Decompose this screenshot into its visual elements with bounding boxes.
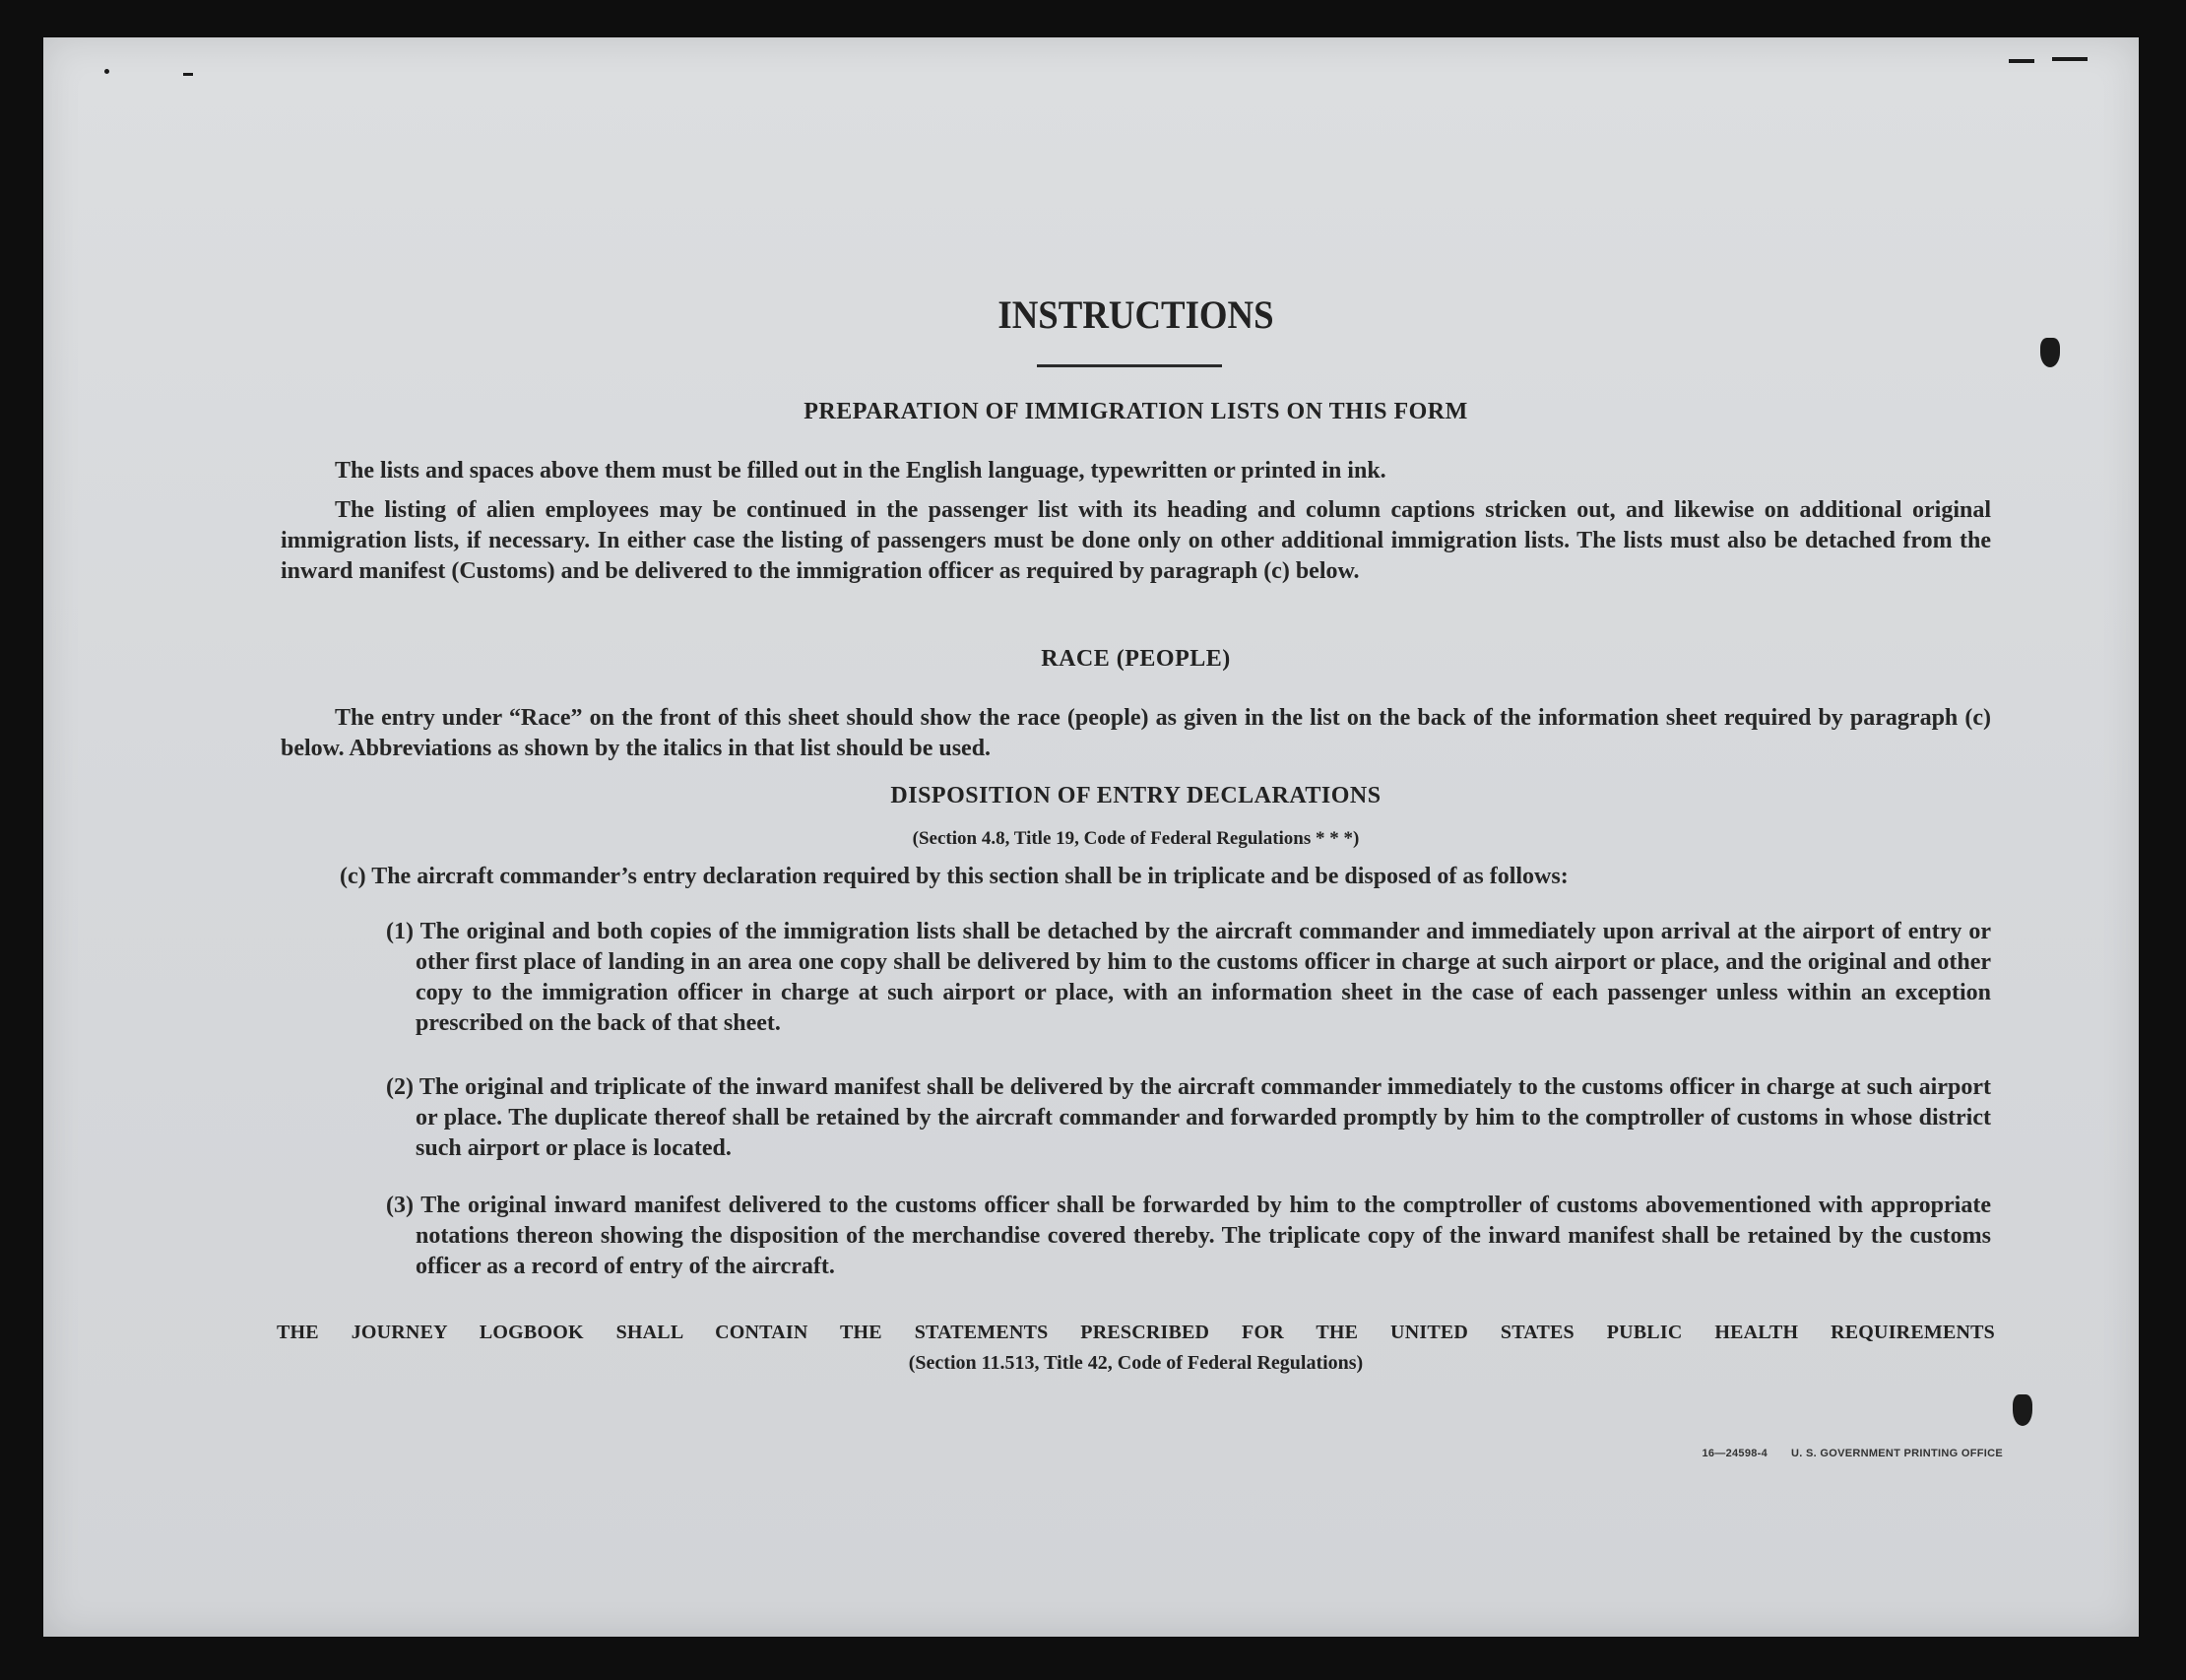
item-text: The original inward manifest delivered to the customs officer shall be forwarded by him to the comptroller of customs abovementioned with appropriate notations thereon showing the disposition of the merchandise covered thereby. The triplicate copy of the inward manifest shall be retained by the customs officer as a record of entry of the aircraft. bbox=[416, 1193, 1991, 1279]
item-number: (3) bbox=[386, 1193, 414, 1218]
race-paragraph: The entry under “Race” on the front of this sheet should show the race (people) as given in the list on the back of the information sheet required by paragraph (c) below. Abbreviations as shown by the italics in that list should be used. bbox=[281, 705, 1991, 761]
item-text: The original and both copies of the immigration lists shall be detached by the aircraft commander and immediately upon arrival at the airport of entry or other first place of landing in an area one copy shall be delivered by him to the customs officer in charge at such airport or place, and the original and other copy to the immigration officer in charge at such airport or place, with an information sheet in the case of each passenger unless within an exception prescribed on the back of that sheet. bbox=[416, 919, 1991, 1036]
preparation-paragraph-2: The listing of alien employees may be continued in the passenger list with its heading and column captions stricken out, and likewise on additional original immigration lists, if necessary. In either case the listing of passengers must be done only on other additional immigration lists. The lists must also be detached from the inward manifest (Customs) and be delivered to the immigration officer as required by paragraph (c) below. bbox=[281, 497, 1991, 584]
scan-speck bbox=[2009, 59, 2034, 63]
punch-hole bbox=[2013, 1394, 2032, 1426]
scan-speck bbox=[104, 69, 109, 74]
paper-sheet bbox=[43, 37, 2139, 1637]
page-title: INSTRUCTIONS bbox=[997, 292, 1274, 337]
disposition-item-1 bbox=[386, 917, 1991, 1039]
section-heading-preparation: PREPARATION OF IMMIGRATION LISTS ON THIS FORM bbox=[804, 399, 1468, 424]
scan-speck bbox=[2052, 57, 2088, 61]
item-number: (1) bbox=[386, 919, 414, 944]
item-text: The original and triplicate of the inward manifest shall be delivered by the aircraft commander immediately to the customs officer in charge at such airport or place. The duplicate thereof shall be retained by the aircraft commander and forwarded promptly by him to the comptroller of customs in whose district such airport or place is located. bbox=[416, 1074, 1991, 1161]
punch-hole bbox=[2040, 338, 2060, 367]
item-number: (2) bbox=[386, 1074, 414, 1100]
printing-imprint bbox=[1609, 1448, 2003, 1459]
health-requirements-citation: (Section 11.513, Title 42, Code of Federal Regulations) bbox=[908, 1352, 1364, 1374]
disposition-intro: (c) The aircraft commander’s entry declaration required by this section shall be in triplicate and be disposed of as follows: bbox=[340, 864, 1569, 889]
form-number: 16—24598-4 bbox=[1702, 1448, 1768, 1459]
section-heading-disposition: DISPOSITION OF ENTRY DECLARATIONS bbox=[890, 783, 1382, 808]
disposition-citation: (Section 4.8, Title 19, Code of Federal Regulations * * *) bbox=[912, 828, 1360, 849]
printer-name: U. S. GOVERNMENT PRINTING OFFICE bbox=[1791, 1448, 2003, 1459]
scan-speck bbox=[183, 73, 193, 76]
disposition-item-2 bbox=[386, 1072, 1991, 1164]
health-requirements-heading: THE JOURNEY LOGBOOK SHALL CONTAIN THE STATEMENTS PRESCRIBED FOR THE UNITED STATES PUBLIC HEALTH REQUIREMENTS bbox=[277, 1322, 1995, 1343]
title-underline bbox=[1037, 364, 1222, 367]
preparation-paragraph-1: The lists and spaces above them must be filled out in the English language, typewritten or printed in ink. bbox=[335, 458, 1386, 484]
disposition-item-3 bbox=[386, 1191, 1991, 1282]
section-heading-race: RACE (PEOPLE) bbox=[1041, 646, 1231, 672]
